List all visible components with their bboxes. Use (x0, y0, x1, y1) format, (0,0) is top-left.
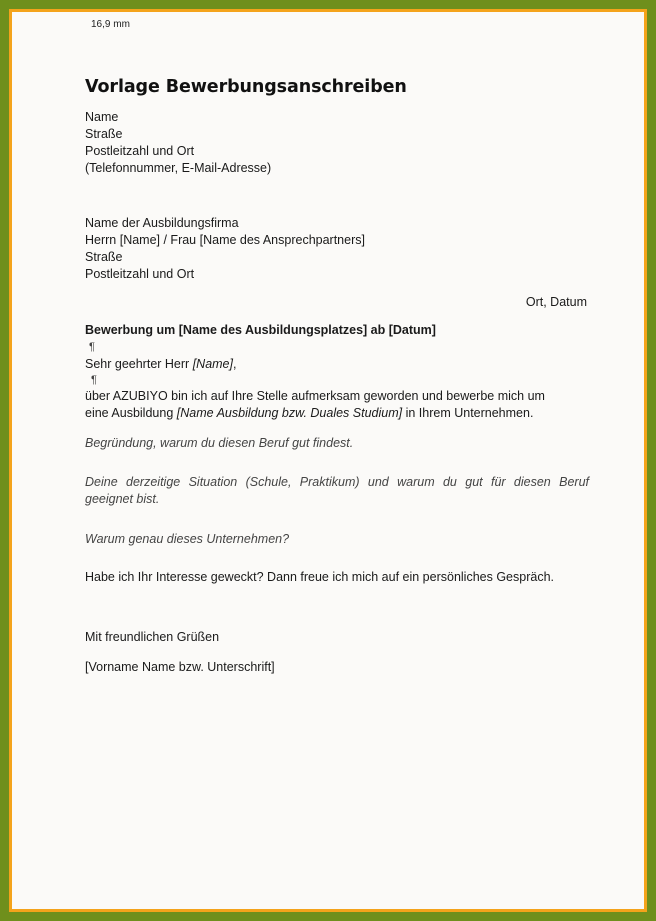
recipient-person: Herrn [Name] / Frau [Name des Ansprechpartners] (85, 233, 365, 247)
salutation (85, 356, 236, 373)
greeting: Mit freundlichen Grüßen (85, 630, 220, 644)
sender-street: Straße (85, 127, 123, 141)
intro-training-placeholder: [Name Ausbildung bzw. Duales Studium] (176, 406, 403, 420)
page-title: Vorlage Bewerbungsanschreiben (85, 77, 407, 97)
salutation-prefix: Sehr geehrter Herr (85, 357, 193, 371)
recipient-street: Straße (85, 250, 123, 264)
intro-line-2 (85, 405, 533, 422)
hint-situation-line-2: geeignet bist. (85, 492, 160, 506)
closing-sentence: Habe ich Ihr Interesse geweckt? Dann freue ich mich auf ein persönliches Gespräch. (85, 570, 554, 584)
sender-name: Name (85, 110, 119, 124)
intro-prefix: eine Ausbildung (85, 406, 177, 420)
hint-situation-line-1: Deine derzeitige Situation (Schule, Praktikum) und warum du gut für diesen Beruf (85, 475, 589, 489)
intro-line-1: über AZUBIYO bin ich auf Ihre Stelle aufmerksam geworden und bewerbe mich um (85, 389, 545, 403)
pilcrow-mark: ¶ (91, 374, 97, 386)
recipient-company: Name der Ausbildungsfirma (85, 216, 239, 230)
signature-placeholder: [Vorname Name bzw. Unterschrift] (85, 660, 275, 674)
pilcrow-mark: ¶ (89, 341, 95, 353)
hint-reason: Begründung, warum du diesen Beruf gut findest. (85, 436, 354, 450)
subject-line: Bewerbung um [Name des Ausbildungsplatzes] ab [Datum] (85, 323, 436, 337)
margin-note: 16,9 mm (91, 19, 130, 30)
salutation-name: [Name] (192, 357, 233, 371)
recipient-zip-city: Postleitzahl und Ort (85, 267, 195, 281)
salutation-suffix: , (232, 357, 237, 371)
sender-contact: (Telefonnummer, E-Mail-Adresse) (85, 161, 272, 175)
sender-zip-city: Postleitzahl und Ort (85, 144, 195, 158)
intro-suffix: in Ihrem Unternehmen. (402, 406, 534, 420)
hint-company: Warum genau dieses Unternehmen? (85, 532, 290, 546)
place-date: Ort, Datum (525, 295, 587, 309)
